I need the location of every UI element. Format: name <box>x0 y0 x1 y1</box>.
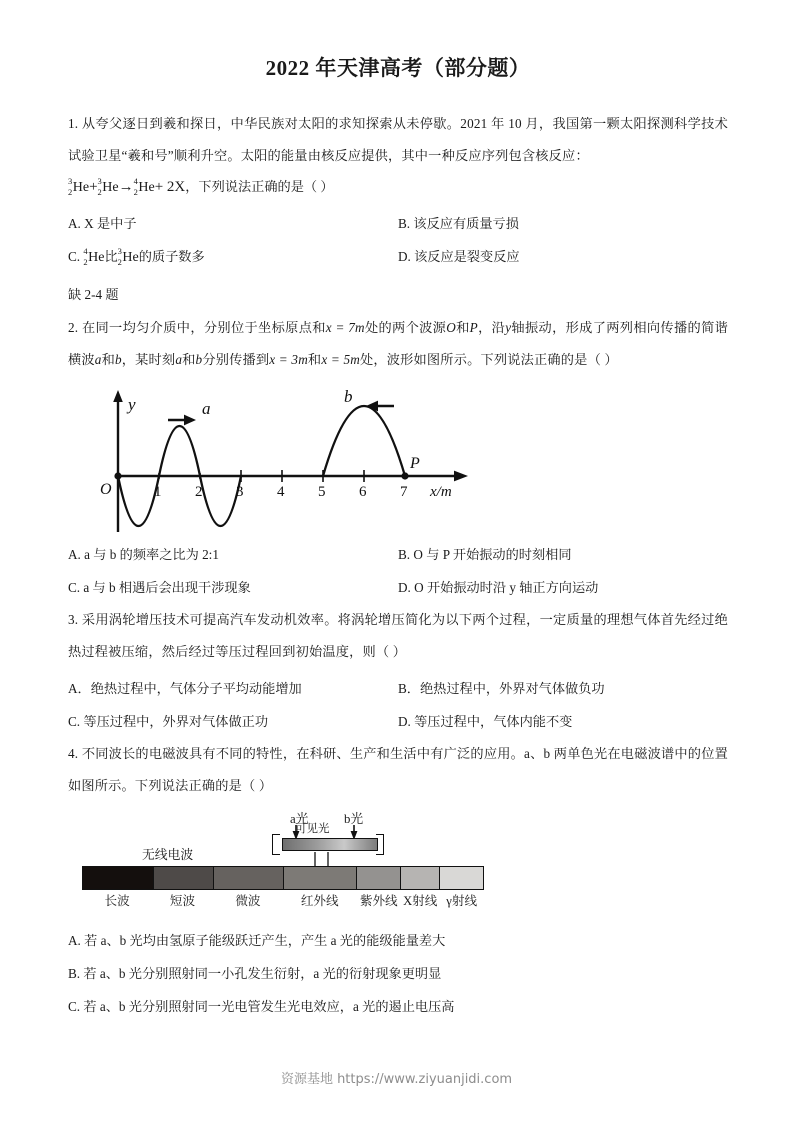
q2-x5: x = 5m <box>321 352 360 368</box>
equation-plus-2x: + 2X <box>154 179 186 195</box>
wave-tick-label-5: 5 <box>318 484 326 501</box>
question-2-options <box>68 538 728 604</box>
option-1b[interactable]: B. 该反应有质量亏损 <box>398 215 519 231</box>
q2-part-5: 轴振动，形成了两列相向传播的简谐横波 <box>68 320 729 368</box>
wave-tick-label-2: 2 <box>195 484 203 501</box>
wave-tick-label-4: 4 <box>277 484 285 501</box>
question-4-stem-text: 不同波长的电磁波具有不同的特性，在科研、生产和生活中有广泛的应用。a、b 两单色光在电磁波谱中的位置如图所示。下列说法正确的是（ ） <box>68 746 728 794</box>
q2-x3: x = 3m <box>269 352 308 368</box>
visible-bracket-left <box>272 834 280 855</box>
q2-part-1: 在同一均匀介质中，分别位于坐标原点和 <box>81 320 326 336</box>
wave-y-axis-arrow <box>113 390 123 402</box>
option-4a[interactable]: A. 若 a、b 光均由氢原子能级跃迁产生，产生 a 光的能级能量差大 <box>68 933 446 949</box>
wave-origin-label: O <box>100 481 112 499</box>
wave-x-axis-label: x/m <box>430 484 452 501</box>
q2-wave-a2: a <box>175 352 183 368</box>
spectrum-segment-hongwaixian <box>283 867 356 889</box>
question-1-number: 1. <box>68 116 79 131</box>
q2-part-11: 处，波形如图所示。下列说法正确的是（ ） <box>359 352 618 368</box>
q2-part-6: 和 <box>101 352 115 368</box>
option-1c-letter: C. <box>68 248 81 264</box>
q2-wave-a: a <box>94 352 102 368</box>
q2-x7: x = 7m <box>325 320 365 336</box>
page-title: 2022 年天津高考（部分题） <box>265 56 531 80</box>
option-2a[interactable]: A. a 与 b 的频率之比为 2:1 <box>68 547 219 563</box>
wave-figure-svg <box>86 384 486 534</box>
question-1-stem-text: 从夸父逐日到羲和探日，中华民族对太阳的求知探索从未停歇。2021 年 10 月，我国第一颗太阳探测科学技术试验卫星“羲和号”顺利升空。太阳的能量由核反应提供，其中一种反应序列包含核反应： <box>68 116 728 163</box>
option-3d[interactable]: D. 等压过程中，气体内能不变 <box>398 714 573 730</box>
spectrum-figure <box>76 808 546 920</box>
question-3-stem-text: 采用涡轮增压技术可提高汽车发动机效率。将涡轮增压简化为以下两个过程，一定质量的理想气体首先经过绝热过程被压缩，然后经过等压过程回到初始温度，则（ ） <box>68 612 728 660</box>
option-4c[interactable]: C. 若 a、b 光分别照射同一光电管发生光电效应，a 光的遏止电压高 <box>68 999 455 1015</box>
q2-part-7: ，某时刻 <box>121 352 176 368</box>
spectrum-label-hongwaixian: 红外线 <box>300 894 339 909</box>
question-3-number: 3. <box>68 612 79 628</box>
option-2b[interactable]: B. O 与 P 开始振动的时刻相同 <box>398 547 572 563</box>
b-light-label: b光 <box>344 812 364 827</box>
option-1a[interactable]: A. X 是中子 <box>68 215 137 231</box>
spectrum-segment-gammashexian <box>439 867 484 889</box>
option-3b[interactable]: B．绝热过程中，外界对气体做负功 <box>398 681 605 697</box>
question-4-stem <box>68 738 728 802</box>
question-2 <box>68 312 728 604</box>
nuclide-he3-b: 3 2 He <box>97 176 119 197</box>
wave-point-p-label: P <box>410 455 420 473</box>
wave-figure <box>86 384 486 534</box>
question-4-number: 4. <box>68 746 79 762</box>
q2-y-axis: y <box>505 320 512 336</box>
question-3 <box>68 604 728 738</box>
spectrum-segment-ziwaixian <box>356 867 401 889</box>
question-4-options <box>68 924 728 1023</box>
question-1-prompt: ，下列说法正确的是（ ） <box>185 179 334 194</box>
wave-tick-label-1: 1 <box>154 484 162 501</box>
wave-a-arrow-head <box>184 415 196 426</box>
visible-light-block <box>282 838 378 851</box>
spectrum-label-duanbo: 短波 <box>169 894 196 909</box>
q2-part-10: 和 <box>307 352 322 368</box>
option-3a[interactable]: A．绝热过程中，气体分子平均动能增加 <box>68 681 302 697</box>
option-1c-tail: 的质子数多 <box>138 248 205 264</box>
spectrum-band-labels <box>82 891 484 913</box>
wave-tick-label-3: 3 <box>236 484 244 501</box>
question-1 <box>68 108 728 274</box>
nuclide-he3-a: 3 2 He <box>68 176 90 197</box>
q2-part-2: 处的两个波源 <box>364 320 447 336</box>
spectrum-label-changbo: 长波 <box>104 894 130 909</box>
question-1-equation <box>68 172 334 203</box>
visible-light-label: 可见光 <box>295 823 330 836</box>
question-3-options <box>68 672 728 738</box>
q2-part-9: 分别传播到 <box>202 352 270 368</box>
wave-b-curve <box>323 406 405 476</box>
wave-tick-label-7: 7 <box>400 484 408 501</box>
missing-questions-note: 缺 2-4 题 <box>68 287 119 303</box>
wave-y-axis-label: y <box>128 395 136 415</box>
nuclide-he4-opt: 4 2 He <box>83 246 105 267</box>
spectrum-label-ziwaixian: 紫外线 <box>359 894 398 909</box>
option-1d[interactable]: D. 该反应是裂变反应 <box>398 248 520 264</box>
page-footer: 资源基地 https://www.ziyuanjidi.com <box>280 1072 513 1087</box>
a-light-label: a光 <box>290 812 309 827</box>
q2-source-p: P <box>469 320 478 336</box>
option-2c[interactable]: C. a 与 b 相遇后会出现干涉现象 <box>68 580 251 596</box>
wave-x-axis-arrow <box>454 471 468 482</box>
spectrum-label-gammashexian: γ射线 <box>446 894 478 909</box>
spectrum-segment-duanbo <box>153 867 213 889</box>
spectrum-label-weibo: 微波 <box>235 894 261 909</box>
wave-b-label: b <box>344 387 353 407</box>
spectrum-label-xshexian: X射线 <box>403 894 438 909</box>
q2-part-8: 和 <box>182 352 196 368</box>
option-1c[interactable] <box>68 240 398 274</box>
q2-part-4: ，沿 <box>477 320 506 336</box>
question-1-stem <box>68 108 728 172</box>
q2-wave-b: b <box>114 352 122 368</box>
option-4b[interactable]: B. 若 a、b 光分别照射同一小孔发生衍射，a 光的衍射现象更明显 <box>68 966 442 982</box>
question-3-stem <box>68 604 728 668</box>
option-3c[interactable]: C. 等压过程中，外界对气体做正功 <box>68 714 269 730</box>
page-content <box>68 52 728 1023</box>
question-4 <box>68 738 728 1023</box>
spectrum-segment-xshexian <box>400 867 438 889</box>
question-2-stem <box>68 312 728 376</box>
wave-tick-label-6: 6 <box>359 484 367 501</box>
q2-wave-b2: b <box>195 352 203 368</box>
spectrum-segment-weibo <box>213 867 283 889</box>
wave-a-label: a <box>202 399 211 419</box>
nuclide-he3-opt: 3 2 He <box>117 246 139 267</box>
q2-source-o: O <box>446 320 456 336</box>
question-1-options <box>68 207 728 274</box>
point-p-dot <box>401 472 408 479</box>
radio-wave-label: 无线电波 <box>142 848 194 863</box>
equation-arrow: → <box>118 179 134 195</box>
equation-plus-1: + <box>89 179 98 195</box>
option-1c-mid: 比 <box>104 248 118 264</box>
spectrum-bar <box>82 866 484 890</box>
q2-part-3: 和 <box>455 320 470 336</box>
option-2d[interactable]: D. O 开始振动时沿 y 轴正方向运动 <box>398 580 599 596</box>
question-2-number: 2. <box>68 320 79 336</box>
nuclide-he4: 4 2 He <box>133 176 155 197</box>
spectrum-segment-changbo <box>83 867 153 889</box>
